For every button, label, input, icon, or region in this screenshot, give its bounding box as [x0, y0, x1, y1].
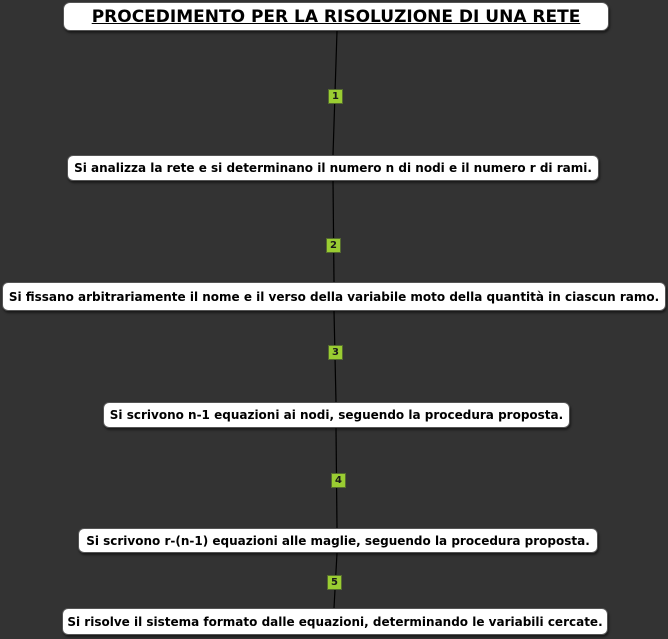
step-badge-5: 5 — [327, 575, 342, 590]
step-text-3: Si scrivono n-1 equazioni ai nodi, seguendo la procedura proposta. — [109, 408, 564, 422]
connector-2 — [333, 180, 334, 282]
step-text-1: Si analizza la rete e si determinano il numero n di nodi e il numero r di rami. — [74, 161, 592, 175]
step-badge-3: 3 — [328, 345, 343, 360]
step-node-1[interactable] — [67, 155, 599, 181]
step-badge-4: 4 — [331, 473, 346, 488]
diagram-title[interactable] — [63, 2, 609, 31]
step-node-4[interactable] — [78, 528, 598, 553]
step-text-5: Si risolve il sistema formato dalle equazioni, determinando le variabili cercate. — [67, 614, 603, 629]
diagram-title-text: PROCEDIMENTO PER LA RISOLUZIONE DI UNA RETE — [91, 6, 581, 27]
step-node-5[interactable] — [62, 608, 608, 635]
step-text-2: Si fissano arbitrariamente il nome e il verso della variabile moto della quantità in ciascun ramo. — [8, 289, 660, 304]
step-badge-2: 2 — [326, 238, 341, 253]
step-node-2[interactable] — [2, 282, 666, 311]
step-text-4: Si scrivono r-(n-1) equazioni alle maglie, seguendo la procedura proposta. — [86, 533, 590, 548]
step-badge-1: 1 — [328, 89, 343, 104]
step-node-3[interactable] — [103, 402, 570, 428]
